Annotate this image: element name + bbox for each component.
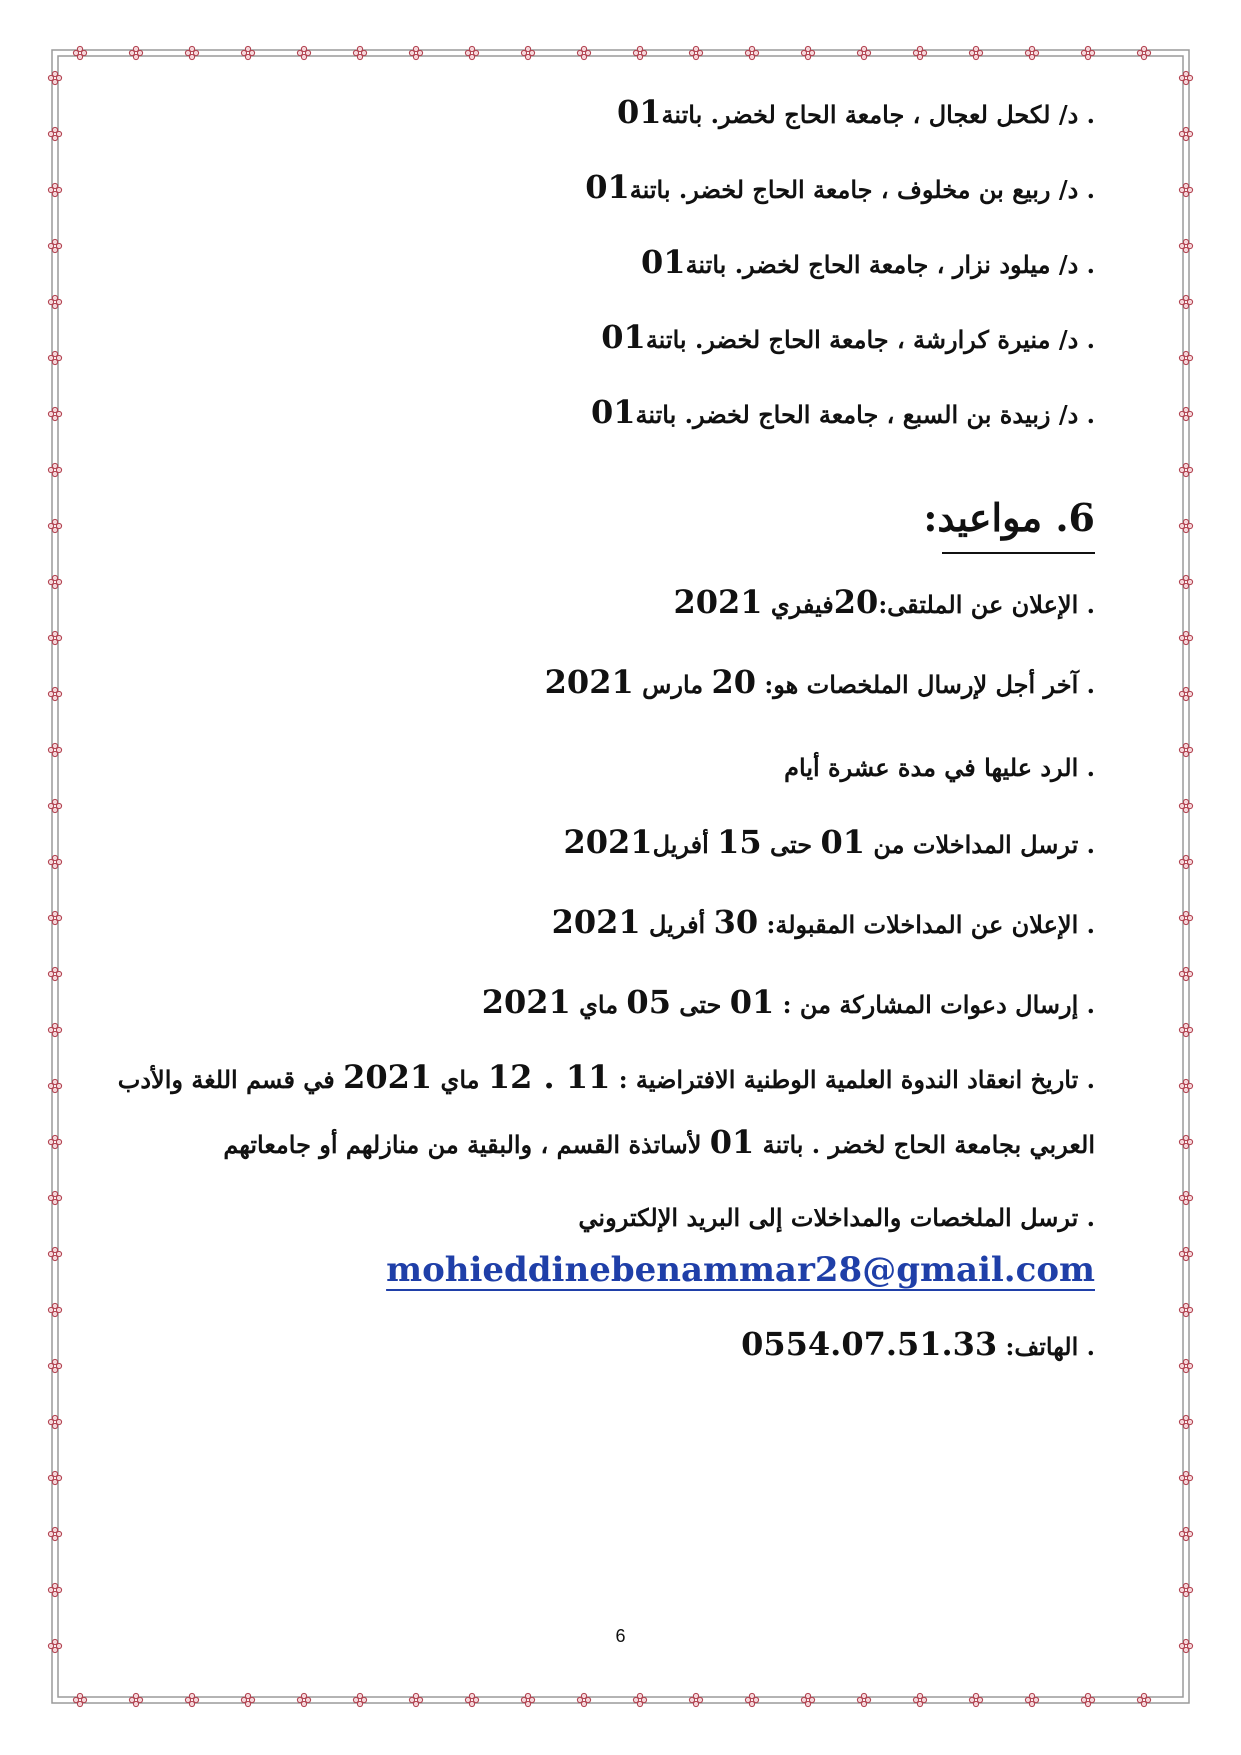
border-ornament [1179, 855, 1192, 868]
border-ornament [1081, 46, 1094, 59]
border-ornament [48, 1079, 61, 1092]
border-ornament [577, 46, 590, 59]
border-ornament [48, 1191, 61, 1204]
border-ornament [801, 1693, 814, 1706]
border-ornament [1179, 71, 1192, 84]
border-ornament [857, 1693, 870, 1706]
border-ornament [48, 799, 61, 812]
border-ornament [1179, 127, 1192, 140]
page-number: 6 [615, 1626, 626, 1646]
border-ornament [1179, 1247, 1192, 1260]
border-ornament [73, 1693, 86, 1706]
border-ornament [465, 46, 478, 59]
border-ornament [48, 1023, 61, 1036]
border-ornament [48, 463, 61, 476]
border-ornament [48, 71, 61, 84]
date-accepted: . الإعلان عن المداخلات المقبولة: 30 أفريل 2021 [551, 903, 1095, 941]
border-ornament [48, 631, 61, 644]
border-ornament [48, 967, 61, 980]
border-ornament [1179, 463, 1192, 476]
border-ornament [1179, 1191, 1192, 1204]
border-ornament [48, 295, 61, 308]
border-ornament [48, 127, 61, 140]
border-ornament [48, 407, 61, 420]
border-ornament [1179, 967, 1192, 980]
border-ornament [1179, 1023, 1192, 1036]
border-ornament [353, 1693, 366, 1706]
border-ornament [913, 1693, 926, 1706]
border-ornament [1025, 1693, 1038, 1706]
border-ornament [73, 46, 86, 59]
border-ornament [1025, 46, 1038, 59]
border-ornament [1081, 1693, 1094, 1706]
border-ornament [48, 911, 61, 924]
border-ornament [48, 183, 61, 196]
border-ornament [1179, 911, 1192, 924]
border-ornament [1179, 799, 1192, 812]
border-ornament [521, 1693, 534, 1706]
border-ornament [1179, 183, 1192, 196]
date-invitations: . إرسال دعوات المشاركة من : 01 حتى 05 ماي 2021 [481, 983, 1095, 1021]
committee-member: . د/ زبيدة بن السبع ، جامعة الحاج لخضر. باتنة01 [590, 393, 1095, 431]
border-ornament [857, 46, 870, 59]
border-ornament [1179, 1303, 1192, 1316]
border-ornament [409, 1693, 422, 1706]
contact-email-link[interactable]: mohieddinebenammar28@gmail.com [386, 1250, 1095, 1290]
border-ornament [577, 1693, 590, 1706]
border-ornament [633, 46, 646, 59]
border-ornament [465, 1693, 478, 1706]
border-ornament [1137, 46, 1150, 59]
border-ornament [48, 1247, 61, 1260]
border-ornament [1179, 631, 1192, 644]
border-ornament [1179, 743, 1192, 756]
border-ornament [185, 46, 198, 59]
committee-member: . د/ لكحل لعجال ، جامعة الحاج لخضر. باتنة01 [616, 93, 1095, 131]
date-conference: . تاريخ انعقاد الندوة العلمية الوطنية الافتراضية : 11 . 12 ماي 2021 في قسم اللغة والأدب [117, 1058, 1095, 1096]
border-ornament [48, 1583, 61, 1596]
border-ornament [1179, 575, 1192, 588]
border-ornament [297, 46, 310, 59]
border-ornament [185, 1693, 198, 1706]
border-ornament [48, 1471, 61, 1484]
committee-member: . د/ منيرة كرارشة ، جامعة الحاج لخضر. باتنة01 [601, 318, 1095, 356]
border-ornament [521, 46, 534, 59]
date-announcement: . الإعلان عن الملتقى:20فيفري 2021 [673, 583, 1095, 621]
border-ornament [241, 1693, 254, 1706]
border-ornament [129, 46, 142, 59]
border-ornament [801, 46, 814, 59]
border-ornament [48, 1527, 61, 1540]
border-ornament [48, 855, 61, 868]
border-ornament [1179, 1079, 1192, 1092]
border-ornament [48, 1135, 61, 1148]
date-conference-cont: العربي بجامعة الحاج لخضر . باتنة 01 لأساتذة القسم ، والبقية من منازلهم أو جامعاتهم [223, 1123, 1095, 1161]
section-heading: 6. مواعيد: [923, 495, 1095, 540]
date-abstract-deadline: . آخر أجل لإرسال الملخصات هو: 20 مارس 2021 [544, 663, 1095, 701]
border-ornament [1179, 519, 1192, 532]
committee-member: . د/ ربيع بن مخلوف ، جامعة الحاج لخضر. باتنة01 [585, 168, 1095, 206]
border-ornament [48, 743, 61, 756]
border-ornament [48, 1415, 61, 1428]
committee-member: . د/ ميلود نزار ، جامعة الحاج لخضر. باتنة01 [641, 243, 1095, 281]
border-ornament [1179, 1583, 1192, 1596]
border-ornament [48, 575, 61, 588]
border-ornament [745, 1693, 758, 1706]
border-ornament [48, 687, 61, 700]
border-ornament [241, 46, 254, 59]
heading-underline [942, 552, 1095, 554]
border-ornament [689, 46, 702, 59]
date-response: . الرد عليها في مدة عشرة أيام [784, 753, 1095, 782]
email-instruction: . ترسل الملخصات والمداخلات إلى البريد الإلكتروني [578, 1203, 1095, 1232]
border-ornament [409, 46, 422, 59]
border-ornament [353, 46, 366, 59]
border-ornament [1179, 1135, 1192, 1148]
border-ornament [689, 1693, 702, 1706]
border-ornament [633, 1693, 646, 1706]
border-ornament [1179, 407, 1192, 420]
border-ornament [48, 519, 61, 532]
border-ornament [1137, 1693, 1150, 1706]
border-ornament [1179, 1471, 1192, 1484]
border-ornament [1179, 239, 1192, 252]
border-ornament [969, 46, 982, 59]
border-ornament [48, 351, 61, 364]
border-ornament [1179, 1415, 1192, 1428]
border-ornament [745, 46, 758, 59]
border-ornament [1179, 1527, 1192, 1540]
border-ornament [1179, 351, 1192, 364]
border-ornament [913, 46, 926, 59]
border-ornament [969, 1693, 982, 1706]
border-ornament [48, 1303, 61, 1316]
border-ornament [1179, 687, 1192, 700]
border-ornament [48, 1359, 61, 1372]
border-ornament [129, 1693, 142, 1706]
contact-phone: . الهاتف: 0554.07.51.33 [741, 1325, 1095, 1363]
border-ornament [1179, 295, 1192, 308]
date-papers: . ترسل المداخلات من 01 حتى 15 أفريل2021 [563, 823, 1095, 861]
border-ornament [1179, 1359, 1192, 1372]
border-ornament [297, 1693, 310, 1706]
border-ornament [48, 239, 61, 252]
